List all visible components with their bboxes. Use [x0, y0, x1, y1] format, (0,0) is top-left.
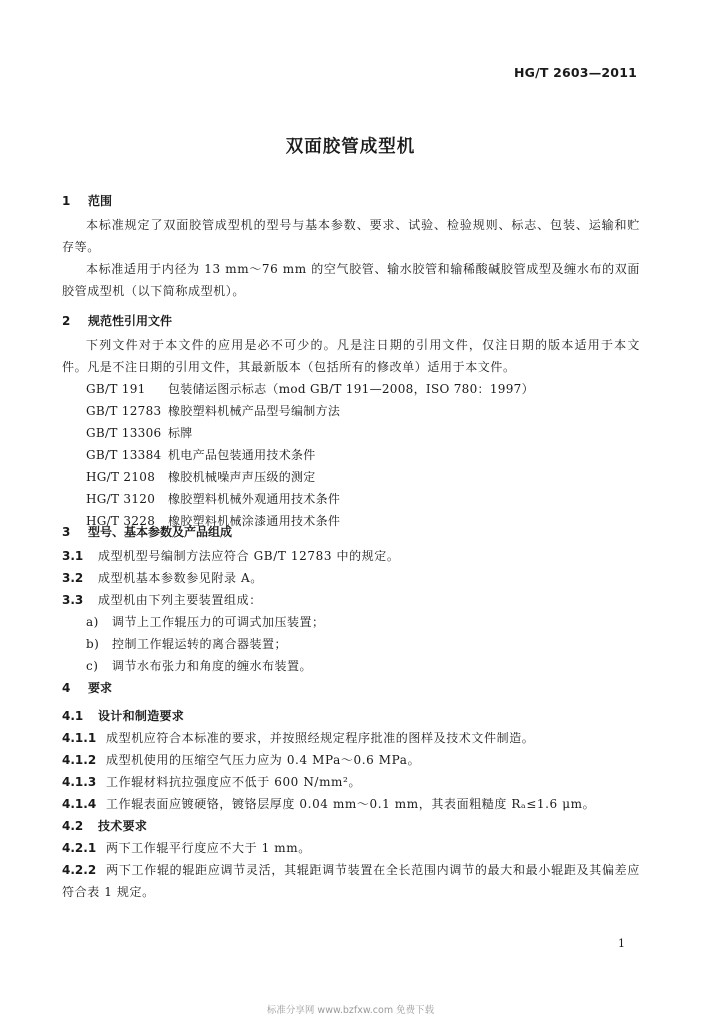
list-item [62, 611, 640, 633]
reference-list [62, 378, 640, 532]
list-text: 调节水布张力和角度的缠水布装置。 [112, 659, 313, 673]
list-marker: a) [86, 615, 99, 629]
section-3 [62, 521, 640, 677]
reference-title: 橡胶塑料机械外观通用技术条件 [168, 492, 341, 506]
clause-text: 成型机由下列主要装置组成： [98, 593, 262, 607]
section-heading [62, 190, 640, 212]
clause-text: 成型机型号编制方法应符合 GB/T 12783 中的规定。 [98, 549, 400, 563]
reference-item [86, 422, 640, 444]
clause [62, 859, 640, 903]
reference-code: GB/T 12783 [86, 404, 162, 418]
reference-item [86, 466, 640, 488]
clause-text: 设计和制造要求 [98, 709, 185, 723]
section-number: 1 [62, 194, 71, 208]
clause-text: 成型机基本参数参见附录 A。 [98, 571, 263, 585]
clause-heading [62, 815, 640, 837]
clause [62, 589, 640, 611]
clause [62, 727, 640, 749]
clause [62, 837, 640, 859]
reference-title: 机电产品包装通用技术条件 [168, 448, 316, 462]
watermark-text: 标准分享网 www.bzfxw.com 免费下载 [266, 1005, 435, 1016]
section-2 [62, 310, 640, 532]
section-4 [62, 677, 640, 903]
reference-code: HG/T 2108 [86, 470, 156, 484]
section-title: 型号、基本参数及产品组成 [88, 525, 233, 539]
clause-number: 4.2 [62, 819, 84, 833]
reference-code: HG/T 3228 [86, 514, 156, 528]
clause-text: 技术要求 [98, 819, 148, 833]
section-number: 2 [62, 314, 71, 328]
reference-code: GB/T 13384 [86, 448, 162, 462]
reference-title: 包装储运图示标志（mod GB/T 191—2008，ISO 780：1997） [168, 382, 534, 396]
clause-number: 4.1 [62, 709, 84, 723]
paragraph: 下列文件对于本文件的应用是必不可少的。凡是注日期的引用文件，仅注日期的版本适用于本文件。凡是不注日期的引用文件，其最新版本（包括所有的修改单）适用于本文件。 [62, 338, 640, 374]
list-item [62, 633, 640, 655]
clause-number: 4.1.3 [62, 775, 97, 789]
section-title: 规范性引用文件 [88, 314, 173, 328]
section-heading [62, 521, 640, 543]
list-text: 控制工作辊运转的离合器装置； [112, 637, 288, 651]
reference-title: 标牌 [168, 426, 193, 440]
list-item [62, 655, 640, 677]
clause [62, 793, 640, 815]
page-number: 1 [618, 937, 625, 950]
reference-item [86, 378, 640, 400]
list-text: 调节上工作辊压力的可调式加压装置； [112, 615, 325, 629]
list-marker: c) [86, 659, 99, 673]
clause [62, 567, 640, 589]
clause [62, 749, 640, 771]
section-1 [62, 190, 640, 302]
clause-number: 4.1.4 [62, 797, 97, 811]
reference-code: GB/T 13306 [86, 426, 162, 440]
reference-title: 橡胶机械噪声声压级的测定 [168, 470, 316, 484]
paragraph: 本标准规定了双面胶管成型机的型号与基本参数、要求、试验、检验规则、标志、包装、运输和贮存等。 [62, 218, 640, 254]
section-number: 3 [62, 525, 71, 539]
clause-text: 成型机使用的压缩空气压力应为 0.4 MPa～0.6 MPa。 [106, 753, 421, 767]
clause-text: 工作辊材料抗拉强度应不低于 600 N/mm²。 [106, 775, 362, 789]
clause [62, 771, 640, 793]
clause-text: 工作辊表面应镀硬铬，镀铬层厚度 0.04 mm～0.1 mm，其表面粗糙度 Rₐ≤1.6 μm。 [106, 797, 596, 811]
reference-code: HG/T 3120 [86, 492, 156, 506]
clause-heading [62, 705, 640, 727]
clause [62, 545, 640, 567]
clause-number: 3.1 [62, 549, 84, 563]
reference-title: 橡胶塑料机械涂漆通用技术条件 [168, 514, 341, 528]
section-title: 要求 [88, 681, 113, 695]
clause-text: 成型机应符合本标准的要求，并按照经规定程序批准的图样及技术文件制造。 [106, 731, 535, 745]
clause-number: 3.3 [62, 593, 84, 607]
clause-number: 4.2.2 [62, 863, 97, 877]
section-title: 范围 [88, 194, 113, 208]
reference-title: 橡胶塑料机械产品型号编制方法 [168, 404, 341, 418]
section-heading [62, 677, 640, 699]
list-marker: b) [86, 637, 100, 651]
clause-number: 4.1.1 [62, 731, 97, 745]
paragraph: 本标准适用于内径为 13 mm～76 mm 的空气胶管、输水胶管和输稀酸碱胶管成型及缠水布的双面胶管成型机（以下简称成型机）。 [62, 262, 640, 298]
standard-code: HG/T 2603—2011 [513, 65, 637, 80]
section-heading [62, 310, 640, 332]
clause-number: 3.2 [62, 571, 84, 585]
section-number: 4 [62, 681, 71, 695]
clause-number: 4.2.1 [62, 841, 97, 855]
document-title: 双面胶管成型机 [285, 137, 416, 157]
reference-item [86, 488, 640, 510]
reference-item [86, 400, 640, 422]
clause-number: 4.1.2 [62, 753, 97, 767]
reference-code: GB/T 191 [86, 382, 146, 396]
clause-text: 两下工作辊的辊距应调节灵活，其辊距调节装置在全长范围内调节的最大和最小辊距及其偏差应符合表 1 规定。 [62, 863, 640, 899]
clause-text: 两下工作辊平行度应不大于 1 mm。 [106, 841, 311, 855]
reference-item [86, 444, 640, 466]
